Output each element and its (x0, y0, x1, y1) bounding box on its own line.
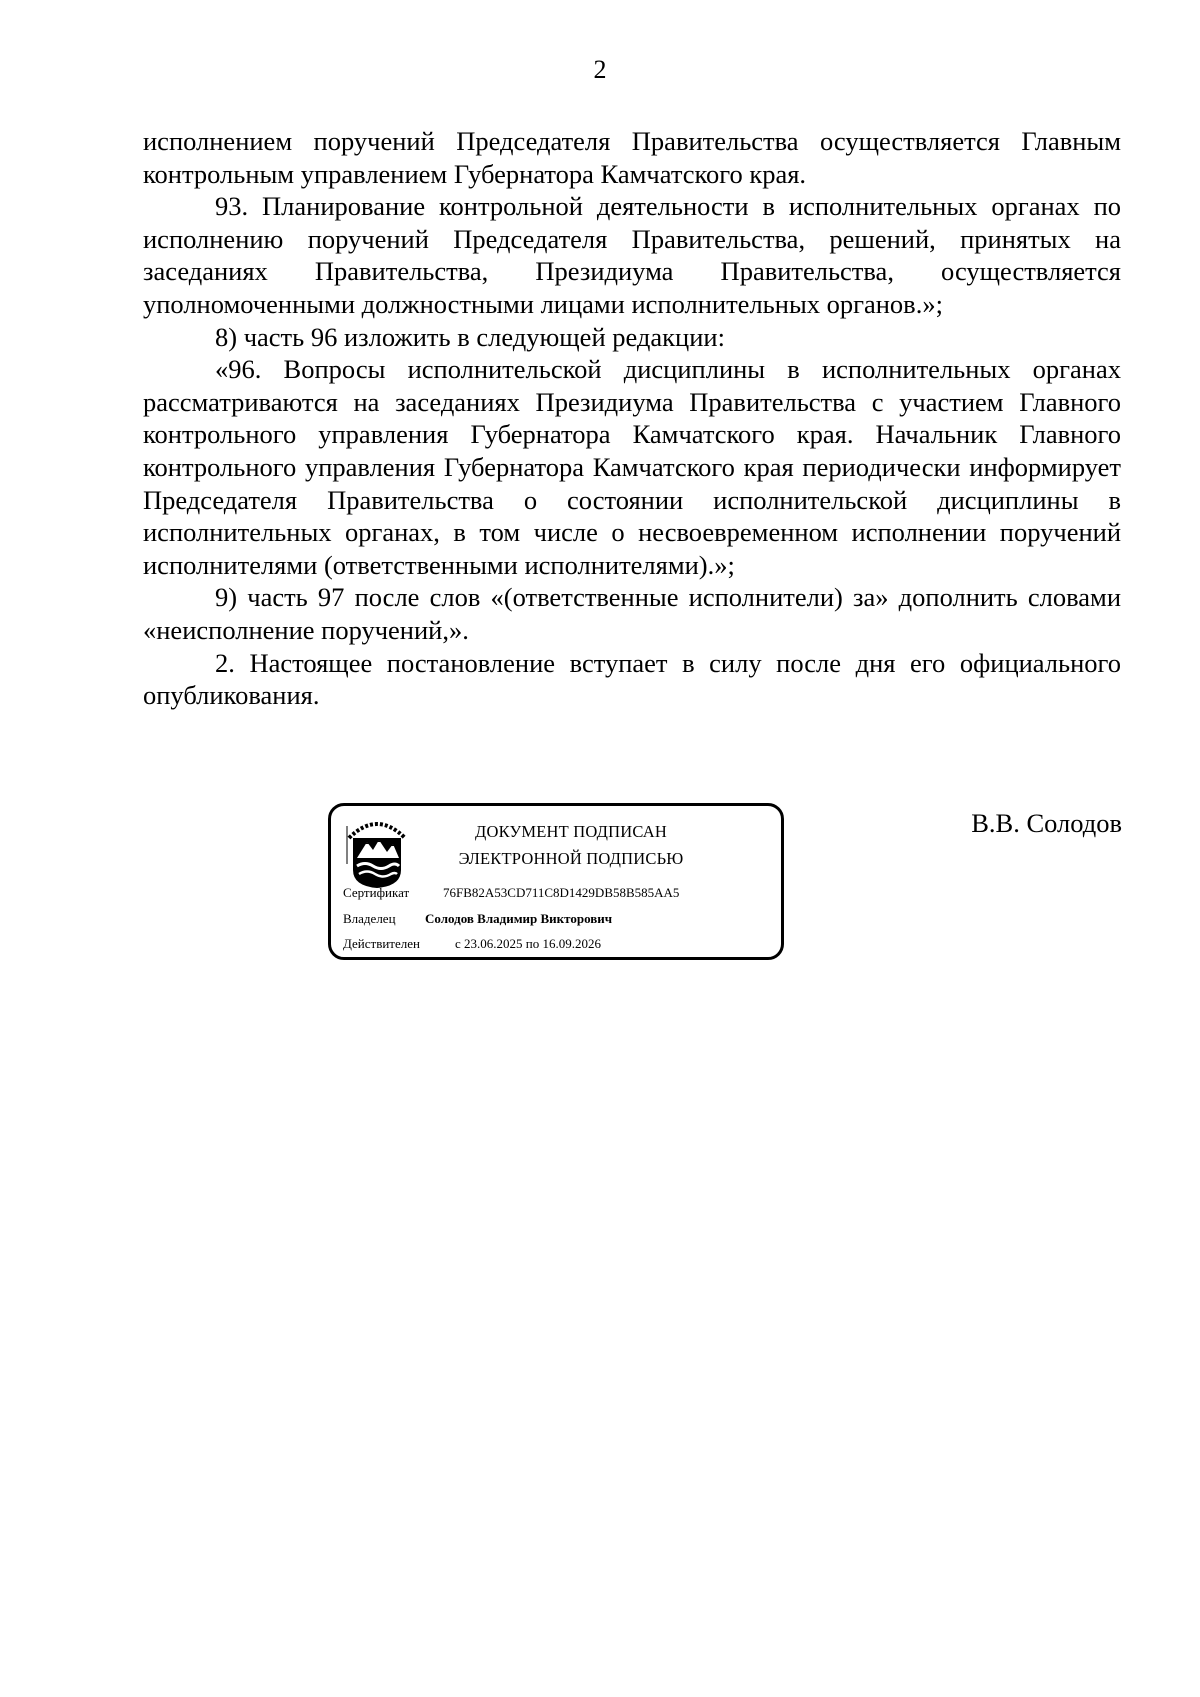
paragraph-96: «96. Вопросы исполнительской дисциплины в исполнительных органах рассматриваются на заседаниях Президиума Правительства с участием Главного контрольного управления Губернатора Камчатского края. Начальник Главного контрольного управления Губернатора Камчатского края периодически информирует Председателя Правительства о состоянии исполнительской дисциплины в исполнительных органах, в том числе о несвоевременном исполнении поручений исполнителями (ответственными исполнителями).»; (143, 354, 1121, 580)
owner-label: Владелец (343, 911, 396, 926)
paragraph-item-9: 9) часть 97 после слов «(ответственные исполнители) за» дополнить словами «неисполнение поручений,». (143, 582, 1121, 645)
certificate-value: 76FB82A53CD711C8D1429DB58B585AA5 (443, 885, 680, 900)
owner-value: Солодов Владимир Викторович (425, 911, 613, 926)
stamp-owner-row (343, 910, 612, 928)
signatory-name: В.В. Солодов (971, 808, 1122, 838)
paragraph-continuation: исполнением поручений Председателя Правительства осуществляется Главным контрольным управлением Губернатора Камчатского края. (143, 126, 1121, 189)
stamp-title (431, 818, 711, 872)
page-number: 2 (593, 55, 607, 84)
document-body (143, 125, 1121, 712)
kamchatka-coat-of-arms-icon (343, 814, 411, 890)
validity-value: с 23.06.2025 по 16.09.2026 (455, 936, 601, 951)
paragraph-item-8: 8) часть 96 изложить в следующей редакции: (215, 321, 725, 352)
certificate-label: Сертификат (343, 885, 410, 900)
stamp-validity-row (343, 935, 601, 953)
electronic-signature-stamp (328, 803, 784, 960)
validity-label: Действителен (343, 936, 420, 951)
paragraph-2-effective: 2. Настоящее постановление вступает в силу после дня его официального опубликования. (143, 647, 1121, 711)
paragraph-93: 93. Планирование контрольной деятельности в исполнительных органах по исполнению поручений Председателя Правительства, решений, принятых на заседаниях Правительства, Президиума Правительства, осуществляется уполномоченными должностными лицами исполнительных органов.»; (143, 191, 1121, 319)
stamp-certificate-row (343, 884, 679, 902)
stamp-title-line-1: ДОКУМЕНТ ПОДПИСАН (475, 822, 667, 841)
stamp-title-line-2: ЭЛЕКТРОННОЙ ПОДПИСЬЮ (458, 849, 684, 868)
